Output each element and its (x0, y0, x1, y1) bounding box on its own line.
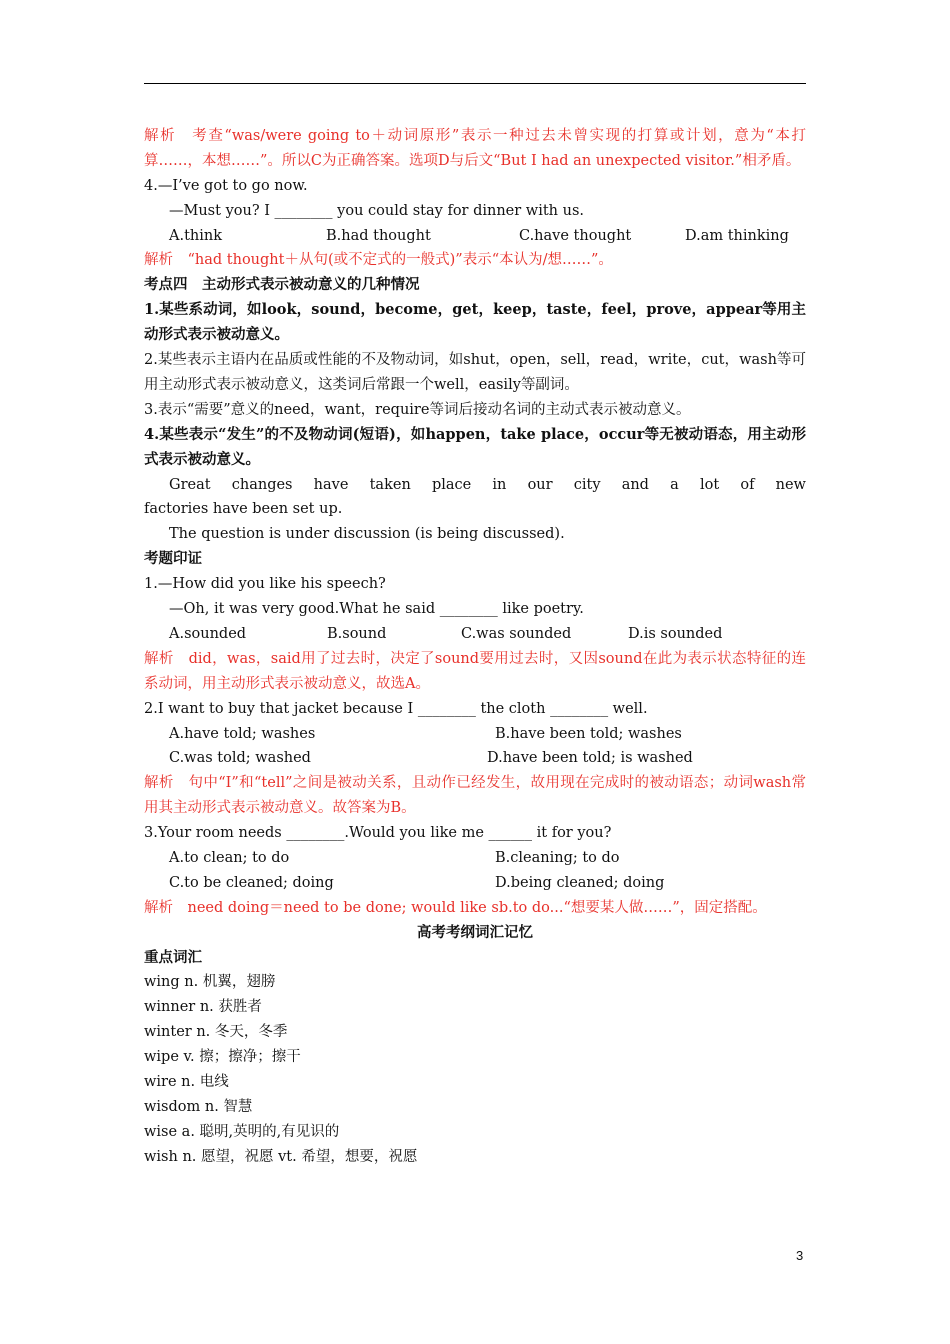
section4-title: 考点四 主动形式表示被动意义的几种情况 (144, 276, 420, 294)
q4-option-a: A.think (169, 227, 223, 244)
q4-stem-1: 4.—I’ve got to go now. (144, 177, 308, 194)
proof-q3-analysis: 解析 need doing＝need to be done; would like sb.to do...“想要某人做……”，固定搭配。 (144, 899, 767, 916)
vocab-item: winter n. 冬天，冬季 (144, 1024, 288, 1041)
q4-stem-2: —Must you? I ________ you could stay for dinner with us. (169, 202, 585, 219)
vocab-item: winner n. 获胜者 (144, 999, 262, 1016)
proof-q3-options-row-2 (144, 871, 806, 896)
example-word: place (431, 476, 472, 493)
example-word: changes (231, 476, 293, 493)
example-word: our (527, 476, 553, 493)
vocab-item: wing n. 机翼，翅膀 (144, 974, 276, 991)
proof-q2-option-a: A.have told; washes (169, 725, 316, 742)
proof-q1-stem-1: 1.—How did you like his speech? (144, 576, 386, 593)
page-content (144, 124, 806, 1170)
example-word: new (775, 476, 806, 493)
vocab-subtitle: 重点词汇 (144, 948, 202, 966)
q4-option-c: C.have thought (519, 227, 632, 244)
proof-q2-option-c: C.was told; washed (169, 750, 311, 767)
proof-q3-option-d: D.being cleaned; doing (495, 874, 665, 891)
proof-q2-analysis: 解析 句中“I”和“tell”之间是被动关系，且动作已经发生，故用现在完成时的被动语态；动词wash常用其主动形式表示被动意义。故答案为B。 (144, 775, 806, 817)
example-1-line-1 (144, 473, 806, 498)
section4-point-2: 2.某些表示主语内在品质或性能的不及物动词，如shut，open，sell，read，write，cut，wash等可用主动形式表示被动意义，这类词后常跟一个well，easily等副词。 (144, 352, 806, 393)
proof-q2-option-d: D.have been told; is washed (487, 750, 693, 767)
vocab-item: wish n. 愿望，祝愿 vt. 希望，想要，祝愿 (144, 1148, 418, 1165)
example-word: have (313, 476, 349, 493)
proof-q1-option-a: A.sounded (169, 625, 247, 642)
example-word: taken (369, 476, 411, 493)
example-1-line-2: factories have been set up. (144, 501, 343, 518)
vocab-item: wipe v. 擦；擦净；擦干 (144, 1049, 301, 1066)
vocab-item: wisdom n. 智慧 (144, 1098, 253, 1115)
proof-q1-options (144, 622, 806, 647)
example-word: a (670, 476, 679, 493)
page-number: 3 (796, 1248, 804, 1263)
section4-point-1: 1.某些系动词，如look，sound，become，get，keep，taste，feel，prove，appear等用主动形式表示被动意义。 (144, 301, 806, 344)
section4-point-4: 4.某些表示“发生”的不及物动词(短语)，如happen，take place，occur等无被动语态，用主动形式表示被动意义。 (144, 425, 806, 468)
q4-option-d: D.am thinking (685, 227, 789, 244)
proof-q3-option-a: A.to clean; to do (169, 850, 290, 867)
example-word: Great (169, 476, 211, 493)
analysis-q3: 解析 考查“was/were going to＋动词原形”表示一种过去未曾实现的打算或计划，意为“本打算……，本想……”。所以C为正确答案。选项D与后文“But I had an unexpected visitor.”相矛盾。 (144, 128, 806, 169)
q4-options (144, 224, 806, 249)
proof-q1-analysis: 解析 did，was，said用了过去时，决定了sound要用过去时，又因sound在此为表示状态特征的连系动词，用主动形式表示被动意义，故选A。 (144, 650, 806, 692)
section4-point-3: 3.表示“需要”意义的need，want，require等词后接动名词的主动式表示被动意义。 (144, 401, 691, 418)
proof-q3-option-b: B.cleaning; to do (495, 850, 620, 867)
example-word: lot (699, 476, 720, 493)
proof-q1-stem-2: —Oh, it was very good.What he said ________ like poetry. (169, 601, 584, 618)
proof-q1-option-d: D.is sounded (628, 625, 723, 642)
proof-title: 考题印证 (144, 550, 202, 568)
proof-q2-options-row-1 (144, 722, 806, 747)
proof-q3-stem: 3.Your room needs ________.Would you like me ______ it for you? (144, 825, 612, 842)
example-word: in (492, 476, 507, 493)
example-word: and (621, 476, 649, 493)
q4-option-b: B.had thought (326, 227, 431, 244)
proof-q3-option-c: C.to be cleaned; doing (169, 874, 334, 891)
example-word: of (740, 476, 755, 493)
vocab-item: wire n. 电线 (144, 1074, 229, 1091)
example-word: city (573, 476, 601, 493)
proof-q2-option-b: B.have been told; washes (495, 725, 682, 742)
proof-q1-option-b: B.sound (327, 625, 387, 642)
vocab-title: 高考考纲词汇记忆 (417, 923, 533, 941)
header-rule (144, 83, 806, 84)
vocab-item: wise a. 聪明,英明的,有见识的 (144, 1123, 340, 1140)
proof-q3-options-row-1 (144, 846, 806, 871)
proof-q1-option-c: C.was sounded (461, 625, 572, 642)
example-2: The question is under discussion (is being discussed). (169, 526, 565, 543)
analysis-q4: 解析 “had thought＋从句(或不定式的一般式)”表示“本认为/想……”。 (144, 252, 613, 269)
proof-q2-stem: 2.I want to buy that jacket because I ________ the cloth ________ well. (144, 700, 648, 717)
proof-q2-options-row-2 (144, 746, 806, 771)
